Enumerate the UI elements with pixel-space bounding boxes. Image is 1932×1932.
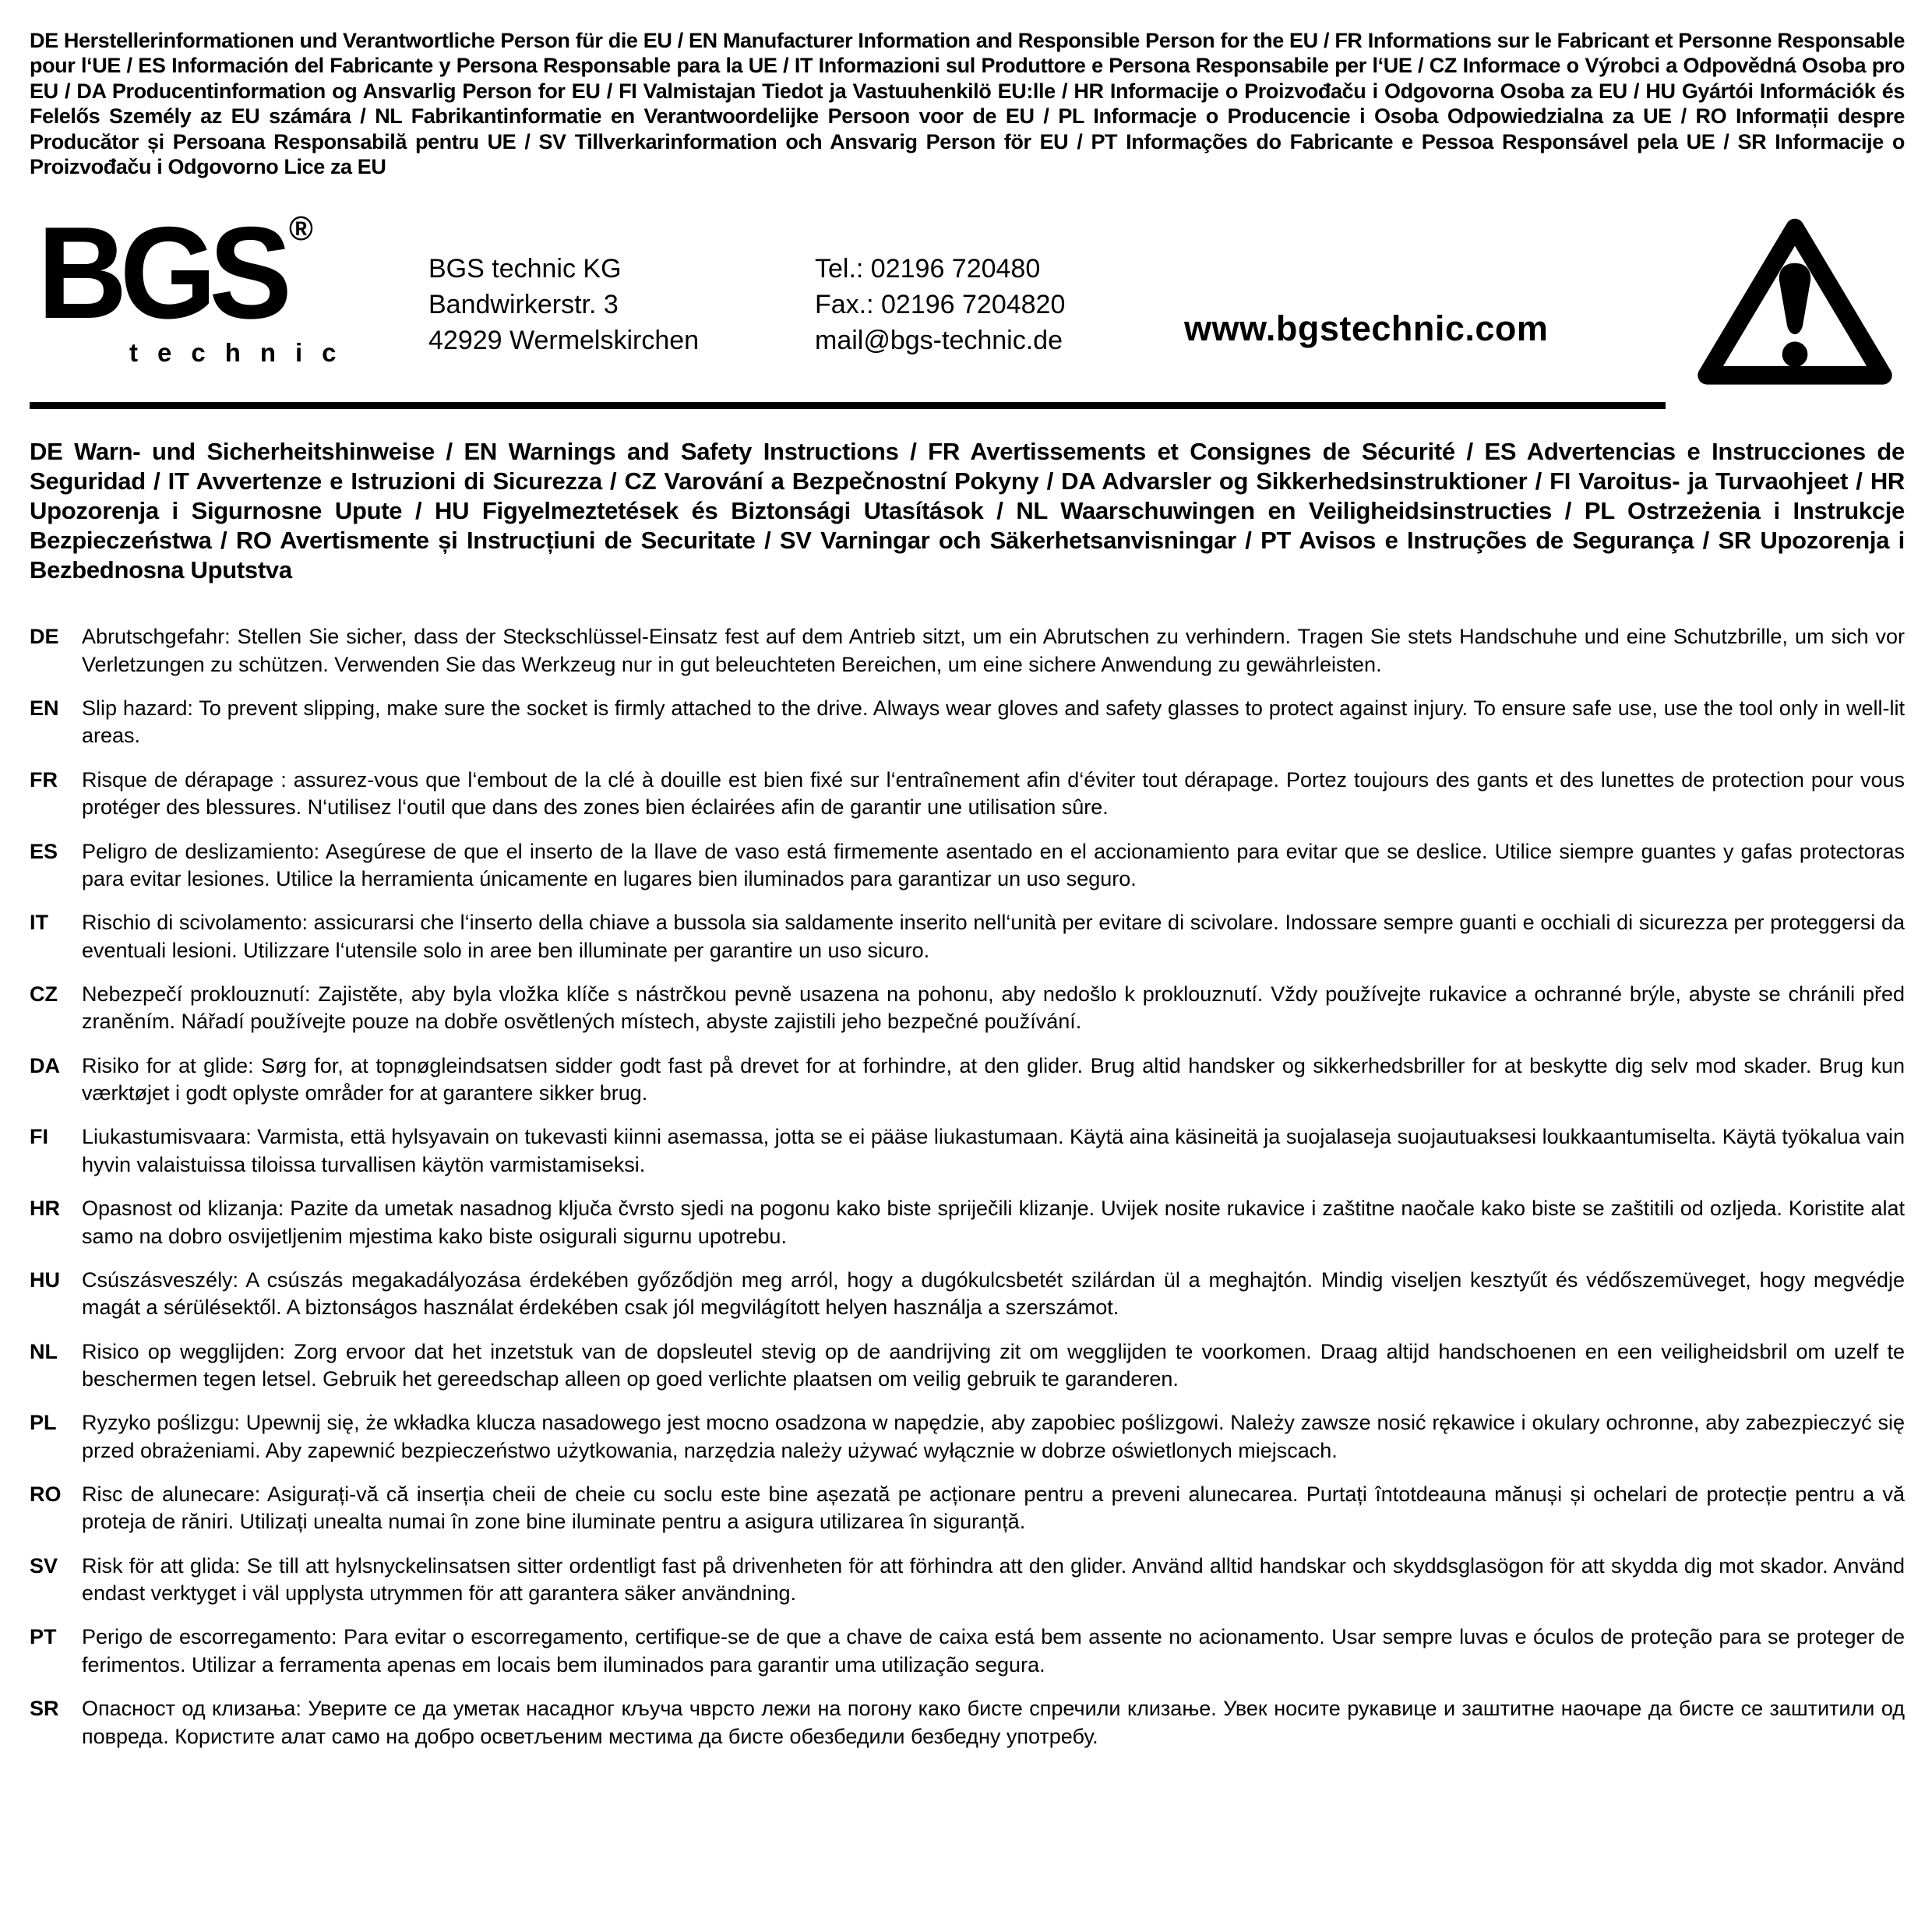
- warning-language-code: ES: [30, 839, 58, 863]
- warning-item-sr: [30, 1695, 1905, 1750]
- warning-text: Risiko for at glide: Sørg for, at topnøgleindsatsen sidder godt fast på drevet for at forhindre, at den glider. Brug altid handsker og sikkerhedsbriller for at beskytte dig selv mod skader. Brug kun værktøjet i godt oplyste områder for at garantere sikker brug.: [82, 1053, 1905, 1105]
- warning-language-code: SV: [30, 1553, 58, 1578]
- warning-language-code: FR: [30, 767, 58, 791]
- warning-language-code: SR: [30, 1697, 59, 1721]
- warning-language-code: PT: [30, 1625, 57, 1649]
- company-contact-block: [815, 251, 1065, 358]
- warning-text: Risk för att glida: Se till att hylsnyckelinsatsen sitter ordentligt fast på drivenheten för att förhindra att den glider. Använd alltid handskar och skyddsglasögon för att skydda dig mot skador. Använd endast verktyget i väl upplysta utrymmen för att garantera säker användning.: [82, 1553, 1905, 1606]
- company-name: BGS technic KG: [428, 254, 622, 284]
- warning-item-hu: [30, 1267, 1905, 1322]
- warning-text: Peligro de deslizamiento: Asegúrese de que el inserto de la llave de vaso está firmemente asentado en el accionamiento para evitar que se deslice. Utilice siempre guantes y gafas protectoras para evitar lesiones. Utilice la herramienta únicamente en lugares bien iluminados para garantizar un uso seguro.: [82, 839, 1905, 890]
- warning-language-code: IT: [30, 911, 48, 935]
- warning-text: Nebezpečí proklouznutí: Zajistěte, aby byla vložka klíče s nástrčkou pevně usazena na pohonu, aby nedošlo k proklouznutí. Vždy používejte rukavice a ochranné brýle, abyste se chránili před zraněním. Nářadí používejte pouze na dobře osvětlených místech, abyste zajistili jeho bezpečné používání.: [82, 982, 1905, 1034]
- bgs-logo: [37, 199, 388, 368]
- warning-item-ro: [30, 1481, 1905, 1536]
- divider-line: [30, 402, 1666, 409]
- registered-trademark-icon: ®: [289, 210, 313, 249]
- company-city: 42929 Wermelskirchen: [428, 326, 700, 356]
- warning-language-code: NL: [30, 1339, 58, 1363]
- warning-item-pl: [30, 1409, 1905, 1465]
- warning-text: Liukastumisvaara: Varmista, että hylsyavain on tukevasti kiinni asemassa, jotta se ei pääse liukastumaan. Käytä aina käsineitä ja suojalaseja suojautuaksesi loukkaantumiselta. Käytä työkalua vain hyvin valaistuissa tiloissa turvallisen käytön varmistamiseksi.: [82, 1125, 1905, 1176]
- warning-triangle-icon: [1694, 212, 1895, 388]
- warning-text: Slip hazard: To prevent slipping, make sure the socket is firmly attached to the drive. Always wear gloves and safety glasses to protect against injury. To ensure safe use, use the tool only in well-lit areas.: [82, 696, 1905, 748]
- warnings-safety-header: DE Warn- und Sicherheitshinweise / EN Warnings and Safety Instructions / FR Avertissements et Consignes de Sécurité / ES Advertencias e Instrucciones de Seguridad / IT Avvertenze e Istruzioni di Sicurezza / CZ Varování a Bezpečnostní Pokyny / DA Advarsler og Sikkerhedsinstruktioner / FI Varoitus- ja Turvaohjeet / HR Upozorenja i Sigurnosne Upute / HU Figyelmeztetések és Biztonsági Utasítások / NL Waarschuwingen en Veiligheidsinstructies / PL Ostrzeżenia i Instrukcje Bezpieczeństwa / RO Avertismente și Instrucțiuni de Securitate / SV Varningar och Säkerhetsanvisningar / PT Avisos e Instruções de Segurança / SR Upozorenja i Bezbednosna Uputstva: [30, 438, 1905, 583]
- warning-text: Risc de alunecare: Asigurați-vă că inserția cheii de cheie cu soclu este bine așezată pe acționare pentru a preveni alunecarea. Purtați întotdeauna mănuși și ochelari de protecție pentru a vă proteja de răniri. Utilizați unealta numai în zone bine iluminate pentru a asigura utilizarea în siguranță.: [82, 1482, 1905, 1534]
- warning-item-es: [30, 838, 1905, 894]
- warning-item-cz: [30, 981, 1905, 1036]
- company-address-block: [428, 251, 699, 358]
- warning-language-code: HR: [30, 1197, 60, 1221]
- warning-language-code: DA: [30, 1053, 60, 1077]
- warning-item-da: [30, 1052, 1905, 1108]
- warning-text: Risico op wegglijden: Zorg ervoor dat het inzetstuk van de dopsleutel stevig op de aandrijving zit om wegglijden te voorkomen. Draag altijd handschoenen en een veiligheidsbril om uzelf te beschermen tegen letsel. Gebruik het gereedschap alleen op goed verlichte plaatsen om veilig gebruik te garanderen.: [82, 1339, 1905, 1391]
- bgs-logo-text: BGS: [37, 199, 285, 347]
- warning-language-code: PL: [30, 1411, 57, 1435]
- warning-language-code: DE: [30, 625, 59, 649]
- warning-item-nl: [30, 1338, 1905, 1394]
- company-fax: Fax.: 02196 7204820: [815, 290, 1066, 320]
- company-phone: Tel.: 02196 720480: [815, 254, 1041, 284]
- warning-item-it: [30, 909, 1905, 964]
- warning-language-code: RO: [30, 1482, 62, 1507]
- warnings-list: [30, 623, 1905, 1750]
- warning-item-hr: [30, 1195, 1905, 1250]
- bgs-logo-subtext: technic: [129, 338, 356, 368]
- manufacturer-info-header: DE Herstellerinformationen und Verantwortliche Person für die EU / EN Manufacturer Information and Responsible Person for the EU / FR Informations sur le Fabricant et Personne Responsable pour l‘UE / ES Información del Fabricante y Persona Responsable para la UE / IT Informazioni sul Produttore e Persona Responsabile per l‘UE / CZ Informace o Výrobci a Odpovědná Osoba pro EU / DA Producentinformation og Ansvarlig Person for EU / FI Valmistajan Tiedot ja Vastuuhenkilö EU:lle / HR Informacije o Proizvođaču i Odgovorna Osoba za EU / HU Gyártói Információk és Felelős Személy az EU számára / NL Fabrikantinformatie en Verantwoordelijke Persoon voor de EU / PL Informacje o Producencie i Osoba Odpowiedzialna za UE / RO Informații despre Producător și Persoana Responsabilă pentru UE / SV Tillverkarinformation och Ansvarig Person för EU / PT Informações do Fabricante e Pessoa Responsável pela UE / SR Informacije o Proizvođaču i Odgovorno Lice za EU: [30, 29, 1905, 178]
- warning-item-sv: [30, 1553, 1905, 1608]
- company-website: www.bgstechnic.com: [1184, 308, 1549, 349]
- warning-item-fi: [30, 1123, 1905, 1179]
- warning-text: Csúszásveszély: A csúszás megakadályozása érdekében győződjön meg arról, hogy a dugókulcsbetét szilárdan ül a meghajtón. Mindig viseljen kesztyűt és védőszemüveget, hogy megvédje magát a sérülésektől. A biztonságos használat érdekében csak jól megvilágított helyen használja a szerszámot.: [82, 1267, 1905, 1320]
- warning-text: Perigo de escorregamento: Para evitar o escorregamento, certifique-se de que a chave de caixa está bem assente no acionamento. Usar sempre luvas e óculos de proteção para se proteger de ferimentos. Utilizar a ferramenta apenas em locais bem iluminados para garantir uma utilização segura.: [82, 1625, 1905, 1676]
- warning-text: Опасност од клизања: Уверите се да уметак насадног кључа чврсто лежи на погону како бисте спречили клизање. Увек носите рукавице и заштитне наочаре да бисте се заштитили од повреда. Користите алат само на добро осветљеним местима да бисте обезбедили безбедну употребу.: [82, 1697, 1905, 1748]
- warning-item-en: [30, 695, 1905, 750]
- warning-text: Abrutschgefahr: Stellen Sie sicher, dass der Steckschlüssel-Einsatz fest auf dem Antrieb sitzt, um ein Abrutschen zu verhindern. Tragen Sie stets Handschuhe und eine Schutzbrille, um sich vor Verletzungen zu schützen. Verwenden Sie das Werkzeug nur in gut beleuchteten Bereichen, um eine sichere Anwendung zu gewährleisten.: [82, 625, 1905, 676]
- warning-language-code: HU: [30, 1267, 60, 1292]
- warning-item-de: [30, 623, 1905, 679]
- company-info-section: [30, 199, 1905, 394]
- warning-item-pt: [30, 1624, 1905, 1679]
- warning-language-code: CZ: [30, 982, 58, 1006]
- company-email: mail@bgs-technic.de: [815, 326, 1063, 356]
- warning-text: Rischio di scivolamento: assicurarsi che l‘inserto della chiave a bussola sia saldamente inserito nell‘unità per evitare di scivolare. Indossare sempre guanti e occhiali di sicurezza per proteggersi da eventuali lesioni. Utilizzare l‘utensile solo in aree ben illuminate per garantire un uso sicuro.: [82, 911, 1905, 962]
- warning-language-code: EN: [30, 696, 59, 721]
- warning-item-fr: [30, 767, 1905, 822]
- warning-text: Risque de dérapage : assurez-vous que l‘embout de la clé à douille est bien fixé sur l‘entraînement afin d‘éviter tout dérapage. Portez toujours des gants et des lunettes de protection pour vous protéger des blessures. N‘utilisez l‘outil que dans des zones bien éclairées afin de garantir une utilisation sûre.: [82, 767, 1905, 820]
- company-street: Bandwirkerstr. 3: [428, 290, 619, 320]
- warning-text: Ryzyko poślizgu: Upewnij się, że wkładka klucza nasadowego jest mocno osadzona w napędzie, aby zapobiec poślizgowi. Należy zawsze nosić rękawice i okulary ochronne, aby zabezpieczyć się przed obrażeniami. Aby zapewnić bezpieczeństwo użytkowania, narzędzia należy używać wyłącznie w dobrze oświetlonych miejscach.: [82, 1411, 1905, 1462]
- warning-language-code: FI: [30, 1125, 48, 1149]
- warning-text: Opasnost od klizanja: Pazite da umetak nasadnog ključa čvrsto sjedi na pogonu kako biste spriječili klizanje. Uvijek nosite rukavice i zaštitne naočale kako biste se zaštitili od ozljeda. Koristite alat samo na dobro osvijetljenim mjestima kako biste osigurali sigurnu upotrebu.: [82, 1197, 1905, 1248]
- bgs-logo-wordmark: [37, 199, 371, 347]
